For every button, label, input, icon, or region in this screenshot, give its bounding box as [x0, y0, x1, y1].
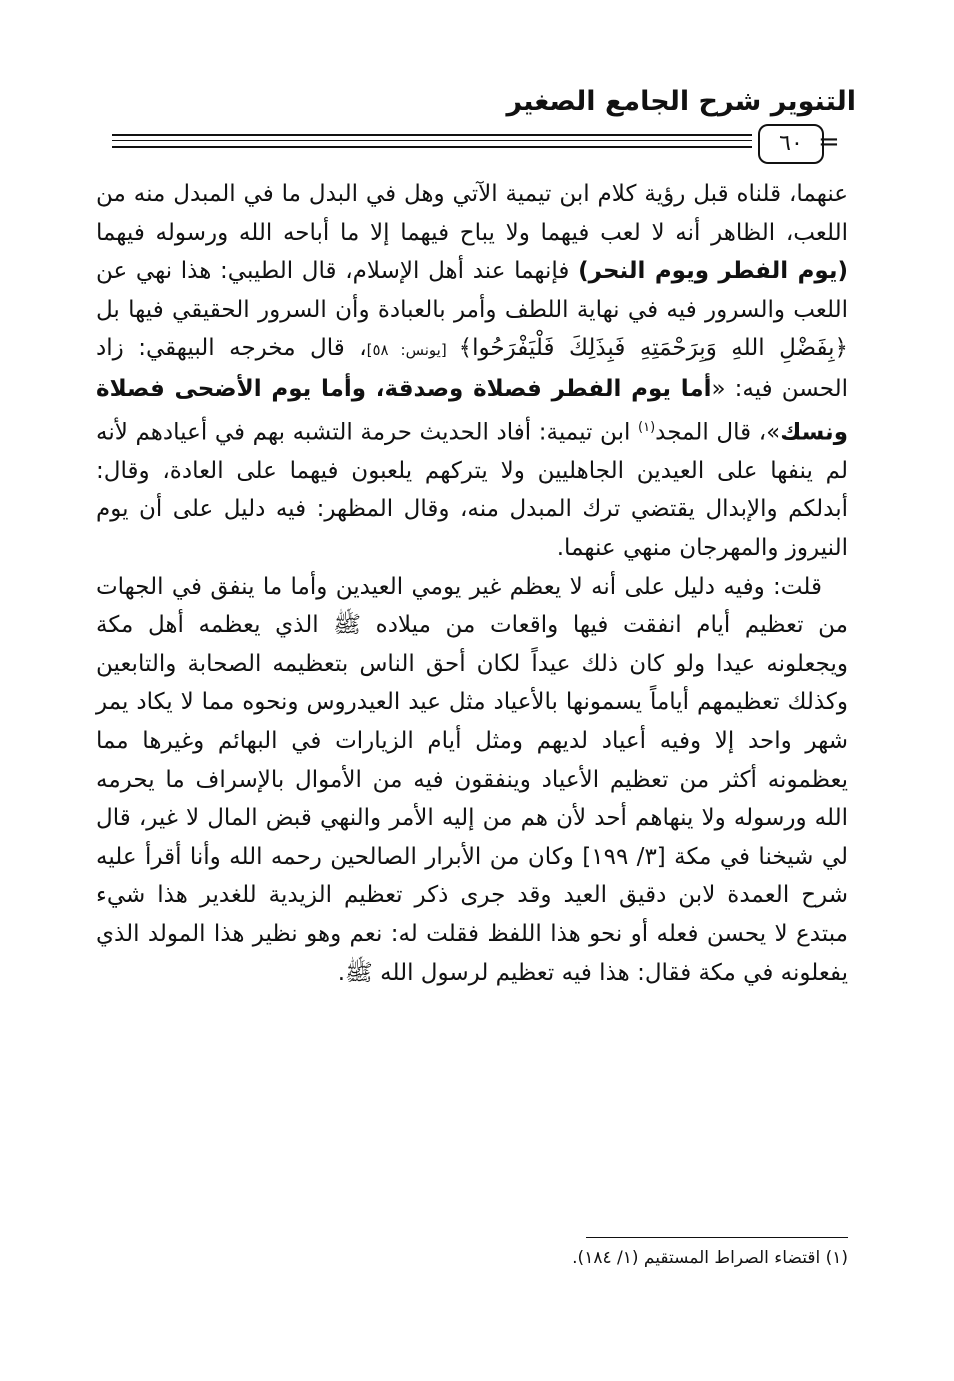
- header-corner-mark: =: [818, 127, 840, 157]
- running-header-title: التنوير شرح الجامع الصغير: [506, 86, 856, 117]
- footnote: (١) اقتضاء الصراط المستقيم (١/ ١٨٤).: [572, 1248, 848, 1268]
- footnote-separator: [586, 1237, 848, 1238]
- page-number: ٦٠: [758, 124, 824, 164]
- bold-text: (يوم الفطر ويوم النحر): [578, 258, 849, 285]
- paragraph: قلت: وفيه دليل على أنه لا يعظم غير يومي العيدين وأما ما ينفق في الجهات من تعظيم أيام انفقت فيها واقعات من ميلاده ﷺ الذي يعظمه أهل مكة ويجعلونه عيدا ولو كان ذلك عيداً لكان أحق الناس بتعظيمه الصحابة والتابعين وكذلك تعظيمهم أياماً يسمونها بالأعياد مثل عيد العيدروس ونحوه مما لا يكاد يمر شهر واحد إلا وفيه أعياد لديهم ومثل أيام الزيارات في البهائم وغيرها مما يعظمونه أكثر من تعظيم الأعياد وينفقون فيه من الأموال بالإسراف ما يحرمه الله ورسوله ولا ينهاهم أحد لأن هم من إليه الأمر والنهي قبض المال لا غير، قال لي شيخنا في مكة [٣/ ١٩٩] وكان من الأبرار الصالحين رحمه الله وأنا أقرأ عليه شرح العمدة لابن دقيق العيد وقد جرى ذكر تعظيم الزيدية للغدير هذا شيء مبتدع لا يحسن فعله أو نحو هذا اللفظ فقلت له: نعم وهو نظير هذا المولد الذي يفعلونه في مكة فقال: هذا فيه تعظيم لرسول الله ﷺ.: [96, 573, 849, 986]
- header-rule: [112, 134, 752, 136]
- quran-verse: ﴿بِفَضْلِ اللهِ وَبِرَحْمَتِهِ فَبِذَلِكَ فَلْيَفْرَحُوا﴾: [458, 335, 848, 362]
- paragraph: [96, 175, 848, 568]
- header-rule: [112, 140, 752, 141]
- text-run: فإنهما عند أهل الإسلام، قال الطيبي: هذا نهي عن اللعب والسرور فيه في نهاية اللطف وأمر بالعبادة وأن السرور الحقيقي فيها بل: [96, 258, 848, 323]
- body-text: [96, 175, 848, 992]
- hadith-quote: أما يوم الفطر فصلاة وصدقة، وأما يوم الأضحى فصلاة ونسك: [96, 375, 848, 446]
- verse-reference: [يونس: ٥٨]: [366, 341, 459, 360]
- text-run: »، قال المجد: [655, 419, 781, 446]
- header-rule: [112, 146, 752, 148]
- footnote-marker: (١): [638, 419, 656, 435]
- text-run: عنهما، قلناه قبل رؤية كلام ابن تيمية الآتي وهل في البدل ما في المبدل منه من اللعب، الظاهر أنه لا لعب فيهما ولا يباح فيهما إلا ما أباحه الله ورسوله فيهما: [96, 181, 848, 246]
- text-run: ابن تيمية: أفاد الحديث حرمة التشبه بهم في أعيادهم لأنه لم ينفها على العيدين الجاهليين ولا يتركهم يلعبون فيهما على العادة، وقال: أبدلكم والإبدال يقتضي ترك المبدل منه، وقال المظهر: فيه دليل على أن يوم النيروز والمهرجان منهي عنهما.: [96, 419, 848, 561]
- text-run: ، قال مخرجه البيهقي: زاد الحسن فيه: «: [96, 335, 848, 402]
